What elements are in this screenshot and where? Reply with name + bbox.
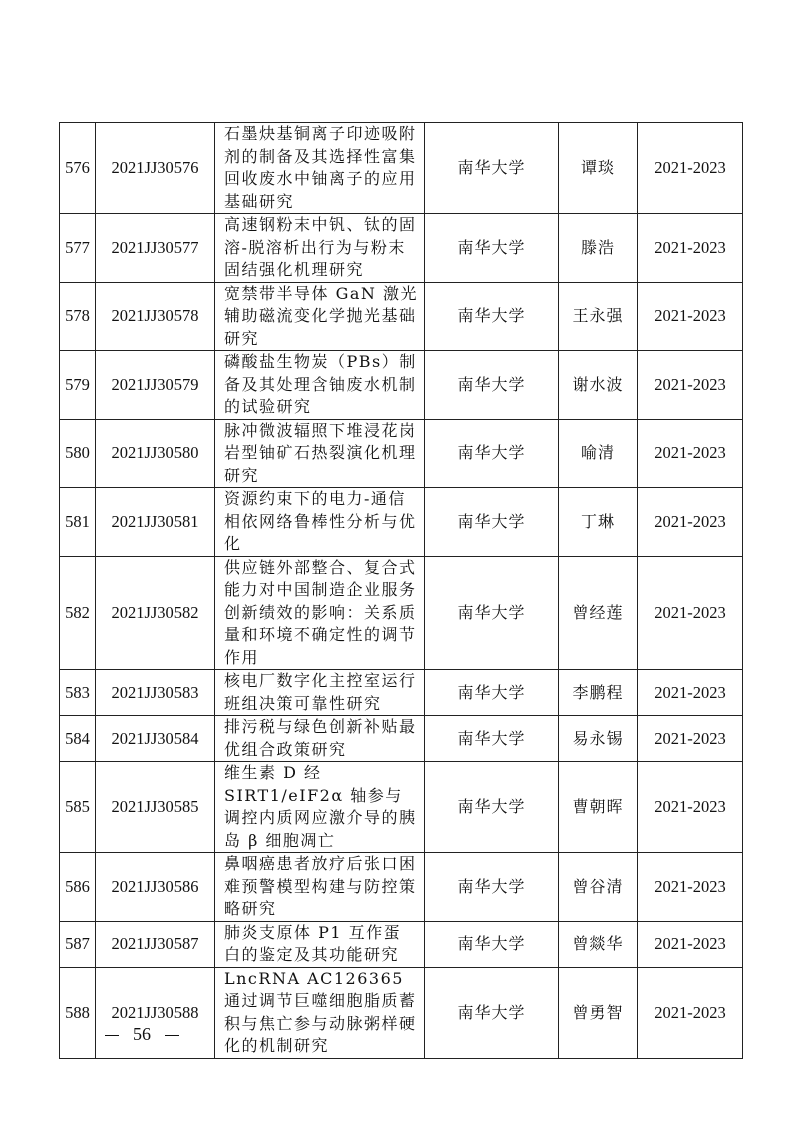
cell-unit: 南华大学: [425, 670, 559, 716]
cell-title: 肺炎支原体 P1 互作蛋白的鉴定及其功能研究: [215, 921, 425, 967]
cell-title: 资源约束下的电力-通信相依网络鲁棒性分析与优化: [215, 488, 425, 557]
cell-num: 585: [60, 762, 96, 853]
cell-unit: 南华大学: [425, 853, 559, 922]
cell-period: 2021-2023: [638, 921, 743, 967]
cell-title: 维生素 D 经 SIRT1/eIF2α 轴参与调控内质网应激介导的胰岛 β 细胞凋亡: [215, 762, 425, 853]
cell-num: 584: [60, 716, 96, 762]
page-footer: [105, 1024, 179, 1045]
cell-code: 2021JJ30579: [96, 351, 215, 420]
table-row: [60, 716, 743, 762]
table-row: [60, 419, 743, 488]
project-table-body: [60, 123, 743, 1059]
cell-title: 磷酸盐生物炭（PBs）制备及其处理含铀废水机制的试验研究: [215, 351, 425, 420]
table-row: [60, 214, 743, 283]
project-table: [59, 122, 743, 1059]
cell-person: 曾经莲: [559, 556, 638, 670]
table-row: [60, 351, 743, 420]
cell-person: 喻清: [559, 419, 638, 488]
cell-code: 2021JJ30581: [96, 488, 215, 557]
cell-period: 2021-2023: [638, 123, 743, 214]
cell-period: 2021-2023: [638, 716, 743, 762]
cell-unit: 南华大学: [425, 282, 559, 351]
cell-title: 高速钢粉末中钒、钛的固溶-脱溶析出行为与粉末固结强化机理研究: [215, 214, 425, 283]
cell-num: 582: [60, 556, 96, 670]
cell-unit: 南华大学: [425, 967, 559, 1058]
table-row: [60, 762, 743, 853]
cell-code: 2021JJ30580: [96, 419, 215, 488]
cell-num: 580: [60, 419, 96, 488]
cell-num: 588: [60, 967, 96, 1058]
table-row: [60, 853, 743, 922]
cell-title: 脉冲微波辐照下堆浸花岗岩型铀矿石热裂演化机理研究: [215, 419, 425, 488]
cell-person: 曾谷清: [559, 853, 638, 922]
table-row: [60, 488, 743, 557]
cell-unit: 南华大学: [425, 716, 559, 762]
cell-unit: 南华大学: [425, 762, 559, 853]
cell-title: 排污税与绿色创新补贴最优组合政策研究: [215, 716, 425, 762]
cell-num: 581: [60, 488, 96, 557]
cell-period: 2021-2023: [638, 556, 743, 670]
cell-period: 2021-2023: [638, 488, 743, 557]
cell-code: 2021JJ30582: [96, 556, 215, 670]
cell-num: 586: [60, 853, 96, 922]
cell-unit: 南华大学: [425, 123, 559, 214]
cell-num: 577: [60, 214, 96, 283]
cell-title: 供应链外部整合、复合式能力对中国制造企业服务创新绩效的影响：关系质量和环境不确定性的调节作用: [215, 556, 425, 670]
cell-num: 587: [60, 921, 96, 967]
cell-person: 丁琳: [559, 488, 638, 557]
cell-period: 2021-2023: [638, 282, 743, 351]
cell-unit: 南华大学: [425, 214, 559, 283]
cell-unit: 南华大学: [425, 921, 559, 967]
cell-period: 2021-2023: [638, 853, 743, 922]
cell-unit: 南华大学: [425, 556, 559, 670]
cell-code: 2021JJ30585: [96, 762, 215, 853]
cell-period: 2021-2023: [638, 967, 743, 1058]
cell-person: 谭琰: [559, 123, 638, 214]
cell-code: 2021JJ30588: [96, 967, 215, 1058]
cell-period: 2021-2023: [638, 762, 743, 853]
cell-unit: 南华大学: [425, 419, 559, 488]
cell-person: 王永强: [559, 282, 638, 351]
page-number: 56: [133, 1024, 151, 1044]
cell-num: 579: [60, 351, 96, 420]
cell-person: 曾燚华: [559, 921, 638, 967]
cell-person: 曾勇智: [559, 967, 638, 1058]
cell-num: 576: [60, 123, 96, 214]
cell-person: 谢水波: [559, 351, 638, 420]
cell-code: 2021JJ30583: [96, 670, 215, 716]
cell-unit: 南华大学: [425, 488, 559, 557]
cell-code: 2021JJ30584: [96, 716, 215, 762]
footer-dash-left: [105, 1035, 119, 1036]
cell-person: 曹朝晖: [559, 762, 638, 853]
cell-title: 石墨炔基铜离子印迹吸附剂的制备及其选择性富集回收废水中铀离子的应用基础研究: [215, 123, 425, 214]
footer-dash-right: [165, 1035, 179, 1036]
cell-title: 鼻咽癌患者放疗后张口困难预警模型构建与防控策略研究: [215, 853, 425, 922]
cell-period: 2021-2023: [638, 670, 743, 716]
cell-code: 2021JJ30576: [96, 123, 215, 214]
table-row: [60, 123, 743, 214]
cell-period: 2021-2023: [638, 419, 743, 488]
cell-title: 宽禁带半导体 GaN 激光辅助磁流变化学抛光基础研究: [215, 282, 425, 351]
cell-person: 易永锡: [559, 716, 638, 762]
table-row: [60, 670, 743, 716]
cell-code: 2021JJ30586: [96, 853, 215, 922]
cell-unit: 南华大学: [425, 351, 559, 420]
cell-title: 核电厂数字化主控室运行班组决策可靠性研究: [215, 670, 425, 716]
table-row: [60, 556, 743, 670]
cell-period: 2021-2023: [638, 351, 743, 420]
table-row: [60, 921, 743, 967]
cell-person: 滕浩: [559, 214, 638, 283]
cell-period: 2021-2023: [638, 214, 743, 283]
cell-code: 2021JJ30587: [96, 921, 215, 967]
table-row: [60, 282, 743, 351]
cell-code: 2021JJ30577: [96, 214, 215, 283]
cell-person: 李鹏程: [559, 670, 638, 716]
cell-code: 2021JJ30578: [96, 282, 215, 351]
cell-title: LncRNA AC126365 通过调节巨噬细胞脂质蓄积与焦亡参与动脉粥样硬化的机制研究: [215, 967, 425, 1058]
cell-num: 583: [60, 670, 96, 716]
cell-num: 578: [60, 282, 96, 351]
